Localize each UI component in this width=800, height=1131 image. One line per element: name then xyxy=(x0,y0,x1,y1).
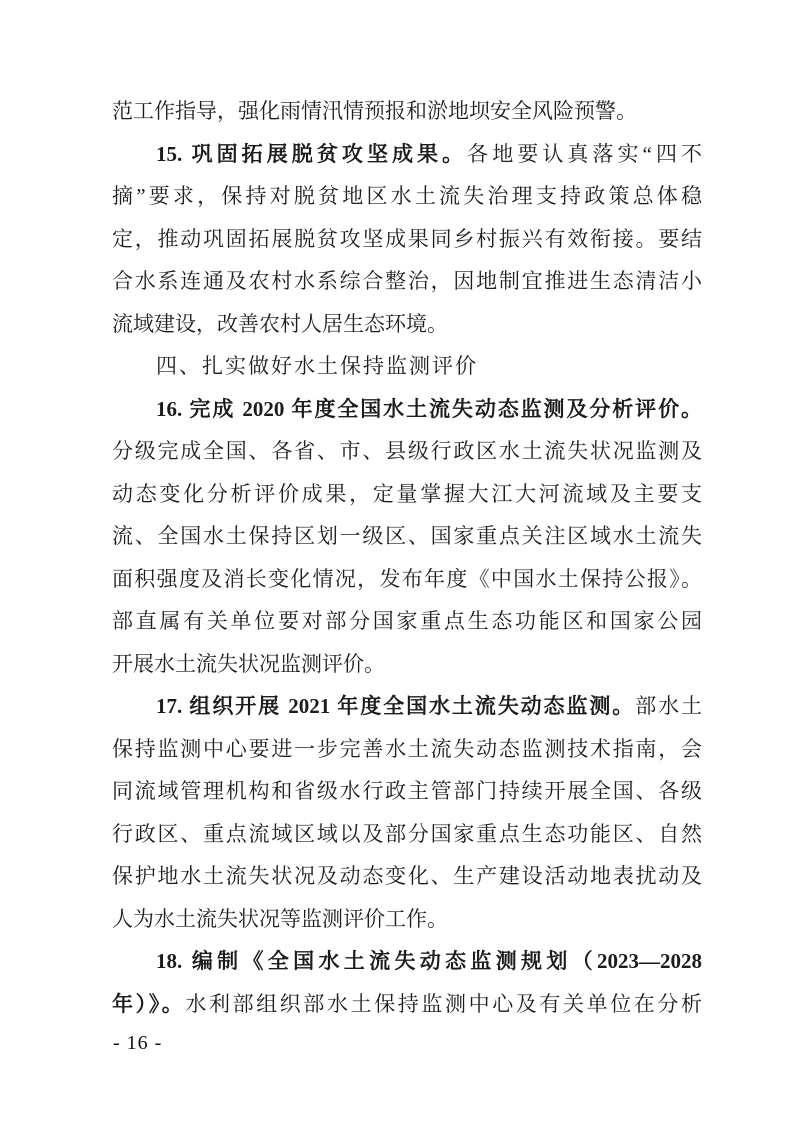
paragraph-18-heading: 18. 编制《全国水土流失动态监测规划（2023—2028 xyxy=(156,949,702,973)
doc-line xyxy=(112,855,702,898)
doc-line xyxy=(112,770,702,813)
paragraph-16-lead-line xyxy=(112,388,702,431)
doc-line xyxy=(112,260,702,303)
doc-line xyxy=(112,600,702,643)
section-heading-text: 四、扎实做好水土保持监测评价 xyxy=(156,354,478,378)
body-text: 部直属有关单位要对部分国家重点生态功能区和国家公园 xyxy=(112,609,702,633)
body-text: 人为水土流失状况等监测评价工作。 xyxy=(112,906,448,931)
body-text: 保持监测中心要进一步完善水土流失动态监测技术指南，会 xyxy=(112,736,702,761)
paragraph-18-lead-line xyxy=(112,940,702,983)
doc-line xyxy=(112,473,702,516)
body-text: 开展水土流失状况监测评价。 xyxy=(112,651,385,676)
doc-line xyxy=(112,813,702,856)
doc-line xyxy=(112,218,702,261)
doc-line xyxy=(112,175,702,218)
doc-line xyxy=(112,898,702,941)
body-text: 各地要认真落实“四不 xyxy=(467,141,702,166)
paragraph-17-lead-line xyxy=(112,685,702,728)
paragraph-16-heading: 16. 完成 2020 年度全国水土流失动态监测及分析评价。 xyxy=(156,396,702,421)
body-text: 分级完成全国、各省、市、县级行政区水土流失状况监测及 xyxy=(112,439,702,463)
paragraph-15-lead-line xyxy=(112,133,702,176)
document-body xyxy=(112,90,702,1025)
doc-line xyxy=(112,303,702,346)
body-text: 行政区、重点流域区域以及部分国家重点生态功能区、自然 xyxy=(112,821,702,846)
body-text: 范工作指导，强化雨情汛情预报和淤地坝安全风险预警。 xyxy=(112,99,637,123)
body-text: 动态变化分析评价成果，定量掌握大江大河流域及主要支 xyxy=(112,481,702,506)
body-text: 流域建设，改善农村人居生态环境。 xyxy=(112,311,448,336)
page-number: - 16 - xyxy=(113,1032,163,1054)
body-text: 保护地水土流失状况及动态变化、生产建设活动地表扰动及 xyxy=(112,864,702,888)
doc-line xyxy=(112,728,702,771)
doc-line xyxy=(112,430,702,473)
paragraph-17-heading: 17. 组织开展 2021 年度全国水土流失动态监测。 xyxy=(156,694,636,718)
paragraph-15-heading: 15. 巩固拓展脱贫攻坚成果。 xyxy=(156,141,468,166)
body-text: 摘”要求，保持对脱贫地区水土流失治理支持政策总体稳 xyxy=(112,184,702,208)
body-text: 定，推动巩固拓展脱贫攻坚成果同乡村振兴有效衔接。要结 xyxy=(112,226,702,251)
body-text: 水利部组织部水土保持监测中心及有关单位在分析 xyxy=(185,991,703,1016)
paragraph-18-heading-cont: 年）》。 xyxy=(112,991,186,1016)
doc-line xyxy=(112,983,702,1026)
doc-line xyxy=(112,558,702,601)
section-4-heading xyxy=(112,345,702,388)
body-text: 面积强度及消长变化情况，发布年度《中国水土保持公报》。 xyxy=(112,566,702,591)
body-text: 流、全国水土保持区划一级区、国家重点关注区域水土流失 xyxy=(112,524,702,548)
body-text: 合水系连通及农村水系综合整治，因地制宜推进生态清洁小 xyxy=(112,269,702,293)
doc-line xyxy=(112,90,702,133)
doc-line xyxy=(112,515,702,558)
body-text: 部水土 xyxy=(635,694,703,718)
body-text: 同流域管理机构和省级水行政主管部门持续开展全国、各级 xyxy=(112,779,702,803)
doc-line xyxy=(112,643,702,686)
